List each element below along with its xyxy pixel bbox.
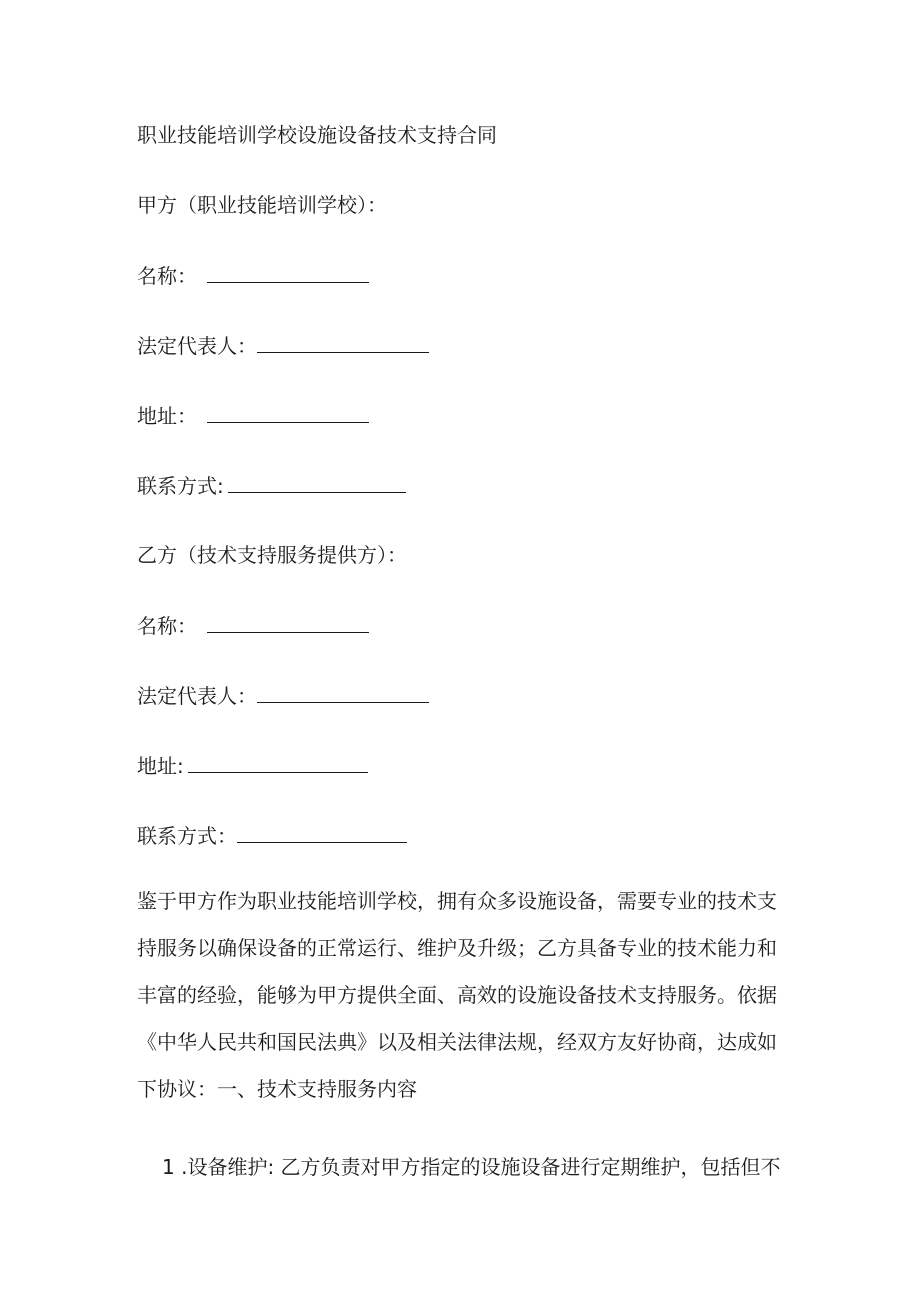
party-b-rep-blank[interactable] bbox=[257, 682, 429, 703]
party-a-rep-blank[interactable] bbox=[257, 332, 429, 353]
party-b-heading: 乙方（技术支持服务提供方）： bbox=[137, 543, 407, 567]
party-b-contact-label: 联系方式： bbox=[137, 824, 237, 848]
preamble-line: 持服务以确保设备的正常运行、维护及升级；乙方具备专业的技术能力和 bbox=[137, 936, 777, 960]
party-a-contact-row bbox=[137, 472, 406, 499]
clause-1: 1 .设备维护: 乙方负责对甲方指定的设施设备进行定期维护，包括但不 bbox=[162, 1155, 781, 1179]
contract-title: 职业技能培训学校设施设备技术支持合同 bbox=[137, 123, 497, 147]
party-a-heading: 甲方（职业技能培训学校）： bbox=[137, 193, 387, 217]
party-b-rep-label: 法定代表人： bbox=[137, 684, 257, 708]
party-b-name-blank[interactable] bbox=[207, 612, 369, 633]
party-a-rep-label: 法定代表人： bbox=[137, 334, 257, 358]
party-a-contact-blank[interactable] bbox=[228, 472, 406, 493]
preamble-line: 鉴于甲方作为职业技能培训学校，拥有众多设施设备，需要专业的技术支 bbox=[137, 889, 777, 913]
party-b-name-label: 名称： bbox=[137, 614, 197, 638]
party-b-contact-blank[interactable] bbox=[237, 822, 407, 843]
party-b-address-label: 地址: bbox=[137, 754, 184, 778]
party-a-name-label: 名称： bbox=[137, 264, 197, 288]
party-a-name-row bbox=[137, 262, 369, 289]
party-a-name-blank[interactable] bbox=[207, 262, 369, 283]
preamble-line: 丰富的经验，能够为甲方提供全面、高效的设施设备技术支持服务。依据 bbox=[137, 983, 777, 1007]
party-a-contact-label: 联系方式: bbox=[137, 474, 224, 498]
party-a-address-row bbox=[137, 402, 369, 429]
preamble-paragraph bbox=[137, 878, 787, 1113]
party-a-address-blank[interactable] bbox=[207, 402, 369, 423]
party-a-address-label: 地址： bbox=[137, 404, 197, 428]
party-b-rep-row bbox=[137, 682, 429, 709]
party-b-name-row bbox=[137, 612, 369, 639]
preamble-line: 《中华人民共和国民法典》以及相关法律法规，经双方友好协商，达成如 bbox=[137, 1030, 777, 1054]
party-b-address-blank[interactable] bbox=[188, 752, 368, 773]
preamble-line: 下协议：一、技术支持服务内容 bbox=[137, 1077, 417, 1101]
party-b-contact-row bbox=[137, 822, 407, 849]
party-a-rep-row bbox=[137, 332, 429, 359]
party-b-address-row bbox=[137, 752, 368, 779]
